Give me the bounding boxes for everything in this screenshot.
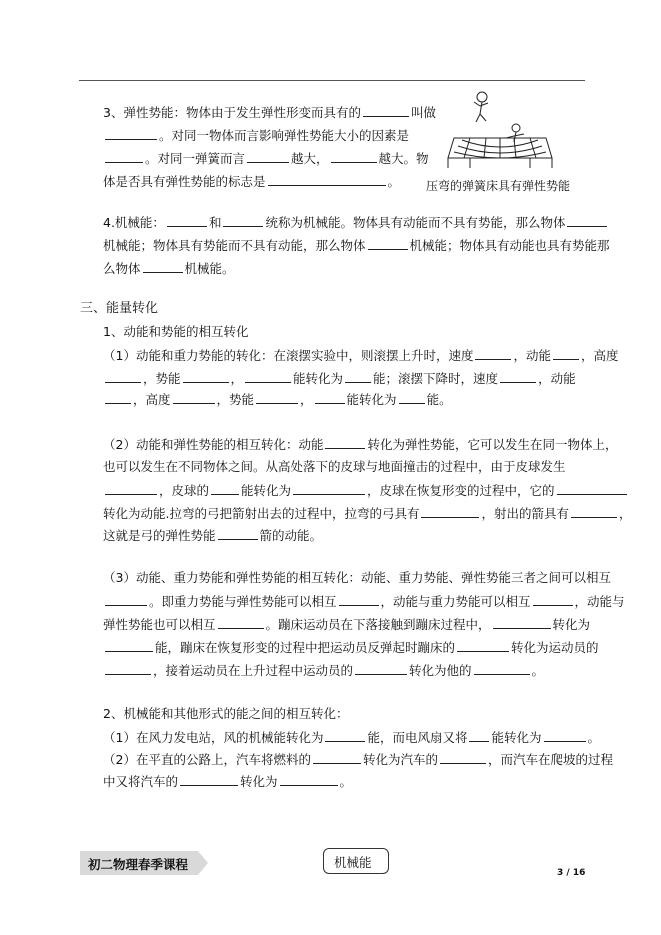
blank xyxy=(557,482,627,495)
p4-line-3: 中又将汽车的 转化为 。 xyxy=(103,774,353,789)
mechanical-energy-line-1: 4.机械能： 和 统称为机械能。物体具有动能而不具有势能，那么物体 xyxy=(103,214,609,231)
blank xyxy=(457,639,509,652)
blank xyxy=(315,391,345,404)
subsection-title: 1、动能和势能的相互转化 xyxy=(103,324,249,339)
blank xyxy=(256,391,298,404)
p4-line-2: （2）在平直的公路上，汽车将燃料的 转化为汽车的 ，而汽车在爬坡的过程 xyxy=(103,752,613,767)
blank xyxy=(223,214,263,227)
blank xyxy=(553,347,579,360)
header-rule xyxy=(79,80,585,81)
p4-line-1: （1）在风力发电站，风的机械能转化为 能，而电风扇又将 能转化为 。 xyxy=(103,730,601,745)
blank xyxy=(293,482,365,495)
blank xyxy=(105,593,147,606)
blank xyxy=(218,527,258,540)
p3-line-2: 。即重力势能与弹性势能可以相互 ，动能与重力势能可以相互 ，动能与 xyxy=(103,593,625,610)
blank xyxy=(544,729,586,742)
blank xyxy=(105,639,153,652)
blank xyxy=(268,173,386,186)
blank xyxy=(183,370,229,383)
blank xyxy=(247,150,289,163)
blank xyxy=(105,662,151,675)
blank xyxy=(571,505,617,518)
p3-line-5: ，接着运动员在上升过程中运动员的 转化为他的 。 xyxy=(103,662,544,679)
course-label: 初二物理春季课程 xyxy=(88,857,189,872)
blank xyxy=(325,729,365,742)
p3-line-4: 能，蹦床在恢复形变的过程中把运动员反弹起时蹦床的 转化为运动员的 xyxy=(103,639,599,656)
p2-line-5: 这就是弓的弹性势能 箭的动能。 xyxy=(103,528,323,543)
blank xyxy=(105,127,157,140)
p3-line-1: （3）动能、重力势能和弹性势能的相互转化：动能、重力势能、弹性势能三者之间可以相互 xyxy=(103,570,611,585)
p2-line-2: 也可以发生在不同物体之间。从高处落下的皮球与地面撞击的过程中，由于皮球发生 xyxy=(103,459,566,474)
trampoline-illustration xyxy=(440,88,560,174)
topic-label: 机械能 xyxy=(334,855,372,870)
blank xyxy=(218,616,264,629)
page-number: 3 / 16 xyxy=(557,868,586,878)
blank xyxy=(105,391,131,404)
blank xyxy=(567,214,607,227)
subsection-title-2: 2、机械能和其他形式的能之间的相互转化： xyxy=(103,706,349,721)
blank xyxy=(368,237,408,250)
blank xyxy=(399,391,425,404)
blank xyxy=(143,260,183,273)
blank xyxy=(355,662,407,675)
blank xyxy=(105,482,157,495)
blank xyxy=(469,729,489,742)
blank xyxy=(500,370,536,383)
blank xyxy=(331,150,377,163)
blank xyxy=(345,370,371,383)
blank xyxy=(440,751,486,764)
blank xyxy=(173,391,215,404)
blank xyxy=(180,773,238,786)
mechanical-energy-line-3: 么物体 机械能。 xyxy=(103,261,235,276)
blank xyxy=(533,593,573,606)
section-heading: 三、能量转化 xyxy=(80,301,159,316)
p3-line-3: 弹性势能也可以相互 。蹦床运动员在下落接触到蹦床过程中， 转化为 xyxy=(103,617,591,632)
blank xyxy=(493,616,551,629)
elastic-pe-line-2: 。对同一物体而言影响弹性势能大小的因素是 xyxy=(103,127,409,144)
elastic-pe-line-3: 。对同一弹簧而言 越大， 越大。物 xyxy=(103,150,429,167)
blank xyxy=(363,104,409,117)
elastic-pe-line-4: 体是否具有弹性势能的标志是 。 xyxy=(103,174,401,189)
blank xyxy=(245,370,291,383)
blank xyxy=(475,347,511,360)
blank xyxy=(105,150,143,163)
illustration-caption: 压弯的弹簧床具有弹性势能 xyxy=(426,179,571,193)
p2-line-1: （2）动能和弹性势能的相互转化：动能 转化为弹性势能，它可以发生在同一物体上， xyxy=(103,437,618,452)
p2-line-3: ，皮球的 能转化为 ，皮球在恢复形变的过程中，它的 xyxy=(103,482,629,499)
p2-line-4: 转化为动能.拉弯的弓把箭射出去的过程中，拉弯的弓具有 ，射出的箭具有 ， xyxy=(103,506,632,521)
elastic-pe-line-1: 3、弹性势能：物体由于发生弹性形变而具有的 叫做 xyxy=(103,105,436,120)
blank xyxy=(280,773,338,786)
blank xyxy=(105,370,141,383)
blank xyxy=(313,751,361,764)
blank xyxy=(474,662,530,675)
p1-line-1: （1）动能和重力势能的转化：在滚摆实验中，则滚摆上升时，速度 ，动能 ，高度 xyxy=(103,348,619,363)
blank xyxy=(339,593,379,606)
blank xyxy=(167,214,207,227)
blank xyxy=(421,505,479,518)
blank xyxy=(325,436,365,449)
p1-line-3: ，高度 ，势能 ， 能转化为 能。 xyxy=(103,391,452,408)
mechanical-energy-line-2: 机械能；物体具有势能而不具有动能，那么物体 机械能；物体具有动能也具有势能那 xyxy=(103,238,610,253)
blank xyxy=(211,482,239,495)
p1-line-2: ，势能 ， 能转化为 能；滚摆下降时，速度 ，动能 xyxy=(103,370,576,387)
